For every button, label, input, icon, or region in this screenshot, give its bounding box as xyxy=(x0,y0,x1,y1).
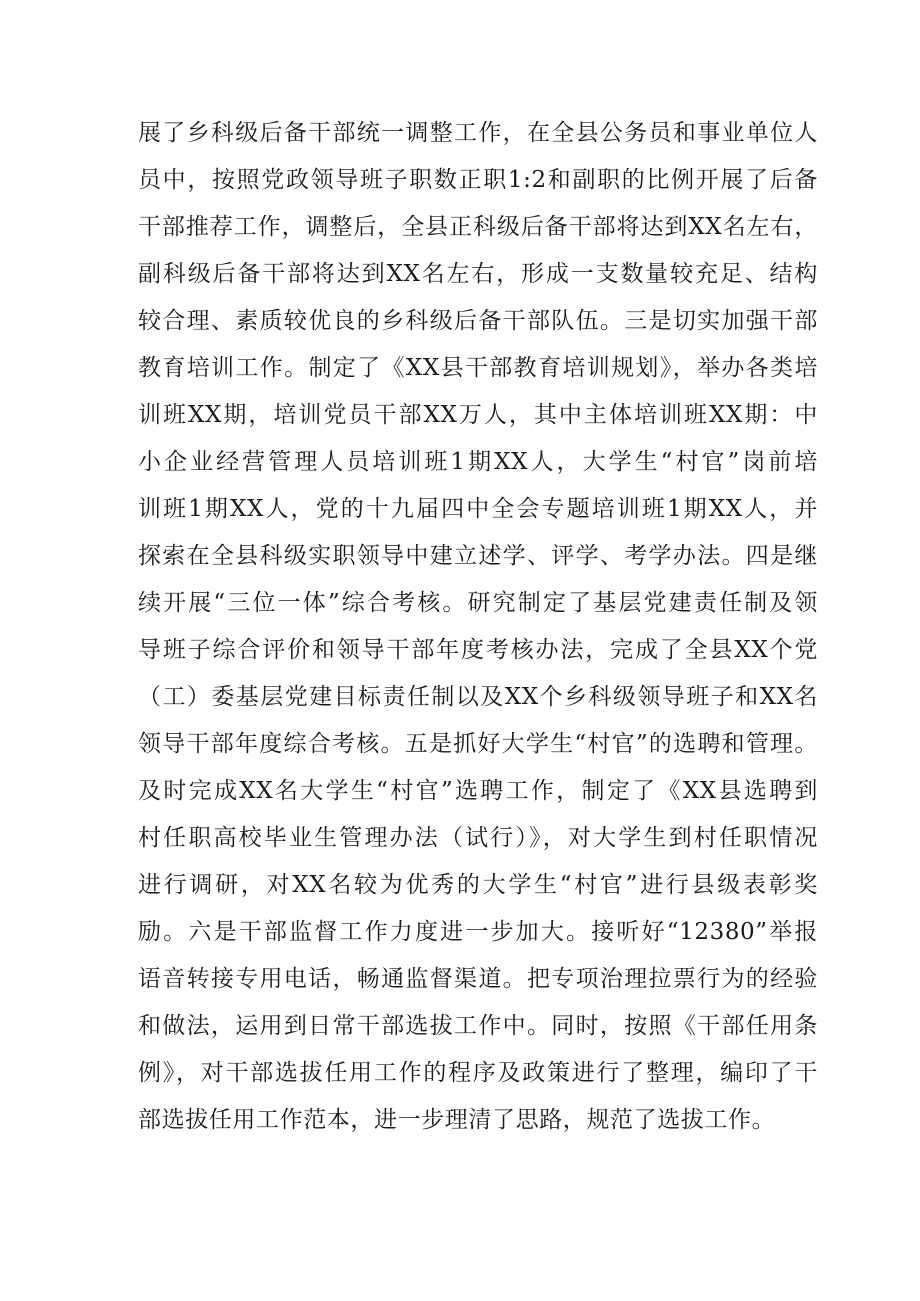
text-line: 和做法，运用到日常干部选拔工作中。同时，按照《干部任用条 xyxy=(138,1013,818,1039)
text-line: 例》，对干部选拔任用工作的程序及政策进行了整理，编印了干 xyxy=(138,1060,818,1086)
body-paragraph xyxy=(138,110,818,1144)
text-line: 续开展“三位一体”综合考核。研究制定了基层党建责任制及领 xyxy=(138,590,818,616)
text-line: 干部推荐工作，调整后，全县正科级后备干部将达到XX名左右， xyxy=(138,214,818,240)
text-line: 教育培训工作。制定了《XX县干部教育培训规划》，举办各类培 xyxy=(138,355,818,381)
text-line: 语音转接专用电话，畅通监督渠道。把专项治理拉票行为的经验 xyxy=(138,966,818,992)
text-line: 村任职高校毕业生管理办法（试行）》，对大学生到村任职情况 xyxy=(138,825,818,851)
text-line: 训班1期XX人，党的十九届四中全会专题培训班1期XX人，并 xyxy=(138,496,818,522)
text-line: 训班XX期，培训党员干部XX万人，其中主体培训班XX期：中 xyxy=(138,402,818,428)
text-line: 进行调研，对XX名较为优秀的大学生“村官”进行县级表彰奖 xyxy=(138,872,818,898)
text-line: 副科级后备干部将达到XX名左右，形成一支数量较充足、结构 xyxy=(138,261,818,287)
text-line: 领导干部年度综合考核。五是抓好大学生“村官”的选聘和管理。 xyxy=(138,731,818,757)
text-line: 较合理、素质较优良的乡科级后备干部队伍。三是切实加强干部 xyxy=(138,308,818,334)
text-line: 及时完成XX名大学生“村官”选聘工作，制定了《XX县选聘到 xyxy=(138,778,818,804)
text-line: 导班子综合评价和领导干部年度考核办法，完成了全县XX个党 xyxy=(138,637,818,663)
text-line: 展了乡科级后备干部统一调整工作，在全县公务员和事业单位人 xyxy=(138,120,818,146)
text-line: 部选拔任用工作范本，进一步理清了思路，规范了选拔工作。 xyxy=(138,1107,776,1133)
text-line: 探索在全县科级实职领导中建立述学、评学、考学办法。四是继 xyxy=(138,543,818,569)
text-line: 励。六是干部监督工作力度进一步加大。接听好“12380”举报 xyxy=(138,919,818,945)
text-line: 小企业经营管理人员培训班1期XX人，大学生“村官”岗前培 xyxy=(138,449,818,475)
text-line: 员中，按照党政领导班子职数正职1:2和副职的比例开展了后备 xyxy=(138,167,818,193)
text-line: （工）委基层党建目标责任制以及XX个乡科级领导班子和XX名 xyxy=(138,684,818,710)
